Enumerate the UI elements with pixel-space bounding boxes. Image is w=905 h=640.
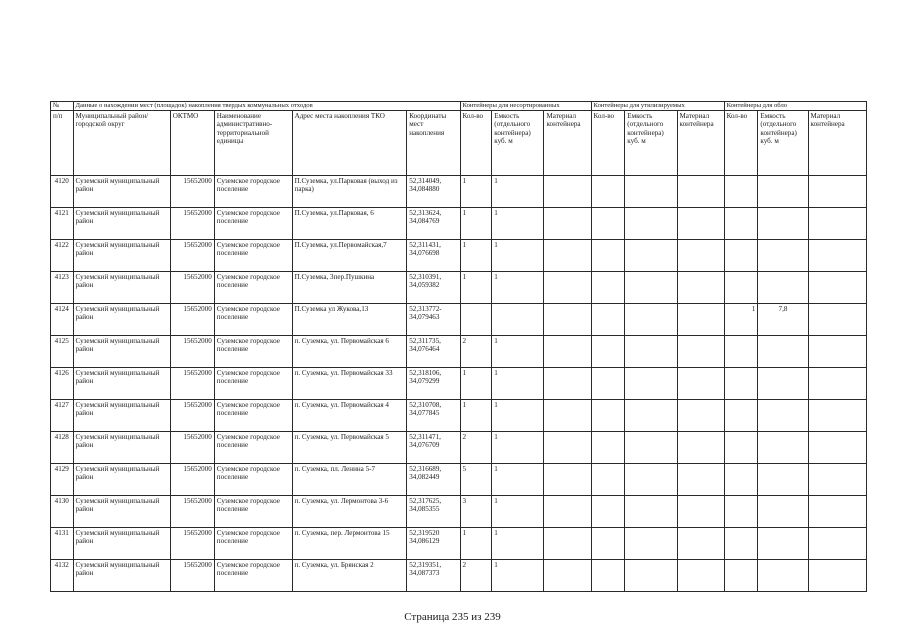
recycle-count-cell xyxy=(591,528,625,560)
admin-unit-cell: Суземское городское поселение xyxy=(214,336,292,368)
recycle-capacity-cell xyxy=(625,240,677,272)
row-number-cell: 4124 xyxy=(51,304,74,336)
recycle-count-cell xyxy=(591,176,625,208)
bulky-material-cell xyxy=(808,304,866,336)
bulky-count-cell xyxy=(724,496,758,528)
unsorted-material-cell xyxy=(544,464,591,496)
coords-cell: 52,313624, 34,084769 xyxy=(407,208,460,240)
unsorted-material-cell xyxy=(544,336,591,368)
bulky-capacity-cell xyxy=(758,496,808,528)
recycle-capacity-cell xyxy=(625,400,677,432)
recycle-count-cell xyxy=(591,304,625,336)
unsorted-capacity-cell: 1 xyxy=(492,528,544,560)
header-coords: Координаты мест накопления xyxy=(407,111,460,176)
oktmo-cell: 15652000 xyxy=(170,464,214,496)
row-number-cell: 4123 xyxy=(51,272,74,304)
bulky-material-cell xyxy=(808,496,866,528)
address-cell: п. Суземка, ул. Брянская 2 xyxy=(292,560,407,592)
bulky-material-cell xyxy=(808,528,866,560)
unsorted-count-cell: 1 xyxy=(460,208,492,240)
oktmo-cell: 15652000 xyxy=(170,560,214,592)
municipality-cell: Суземский муниципальный район xyxy=(73,336,170,368)
municipality-cell: Суземский муниципальный район xyxy=(73,208,170,240)
unsorted-material-cell xyxy=(544,272,591,304)
recycle-count-cell xyxy=(591,272,625,304)
coords-cell: 52,316689, 34,082449 xyxy=(407,464,460,496)
bulky-material-cell xyxy=(808,176,866,208)
table-body xyxy=(51,176,867,592)
recycle-count-cell xyxy=(591,464,625,496)
recycle-material-cell xyxy=(677,528,724,560)
unsorted-material-cell xyxy=(544,208,591,240)
oktmo-cell: 15652000 xyxy=(170,400,214,432)
row-number-cell: 4129 xyxy=(51,464,74,496)
oktmo-cell: 15652000 xyxy=(170,176,214,208)
address-cell: п. Суземка, пл. Ленина 5-7 xyxy=(292,464,407,496)
bulky-count-cell xyxy=(724,272,758,304)
table-row xyxy=(51,272,867,304)
unsorted-material-cell xyxy=(544,528,591,560)
recycle-capacity-cell xyxy=(625,496,677,528)
municipality-cell: Суземский муниципальный район xyxy=(73,560,170,592)
municipality-cell: Суземский муниципальный район xyxy=(73,496,170,528)
header-recycle-capacity: Емкость (отдельного контейнера) куб. м xyxy=(625,111,677,176)
unsorted-capacity-cell: 1 xyxy=(492,176,544,208)
table-row xyxy=(51,240,867,272)
recycle-count-cell xyxy=(591,208,625,240)
recycle-material-cell xyxy=(677,400,724,432)
coords-cell: 52,317625, 34,085355 xyxy=(407,496,460,528)
unsorted-capacity-cell: 1 xyxy=(492,208,544,240)
admin-unit-cell: Суземское городское поселение xyxy=(214,304,292,336)
row-number-cell: 4125 xyxy=(51,336,74,368)
address-cell: п. Суземка, пер. Лермонтова 15 xyxy=(292,528,407,560)
recycle-material-cell xyxy=(677,496,724,528)
bulky-material-cell xyxy=(808,432,866,464)
bulky-capacity-cell xyxy=(758,432,808,464)
unsorted-count-cell: 1 xyxy=(460,400,492,432)
unsorted-material-cell xyxy=(544,432,591,464)
header-unsorted-count: Кол-во xyxy=(460,111,492,176)
coords-cell: 52,319351, 34,087373 xyxy=(407,560,460,592)
table-row xyxy=(51,464,867,496)
recycle-count-cell xyxy=(591,400,625,432)
recycle-material-cell xyxy=(677,304,724,336)
coords-cell: 52,318106, 34,079299 xyxy=(407,368,460,400)
unsorted-capacity-cell: 1 xyxy=(492,368,544,400)
unsorted-count-cell: 3 xyxy=(460,496,492,528)
admin-unit-cell: Суземское городское поселение xyxy=(214,560,292,592)
coords-cell: 52,311471, 34,076709 xyxy=(407,432,460,464)
table-row xyxy=(51,336,867,368)
recycle-material-cell xyxy=(677,176,724,208)
table-row xyxy=(51,400,867,432)
unsorted-count-cell: 1 xyxy=(460,528,492,560)
recycle-count-cell xyxy=(591,560,625,592)
unsorted-count-cell: 1 xyxy=(460,240,492,272)
unsorted-capacity-cell: 1 xyxy=(492,432,544,464)
bulky-material-cell xyxy=(808,240,866,272)
unsorted-capacity-cell xyxy=(492,304,544,336)
header-group-recycle: Контейнеры для утилизируемых xyxy=(591,102,724,111)
bulky-material-cell xyxy=(808,208,866,240)
unsorted-material-cell xyxy=(544,368,591,400)
table-row xyxy=(51,304,867,336)
header-group-row xyxy=(51,102,867,111)
admin-unit-cell: Суземское городское поселение xyxy=(214,368,292,400)
coords-cell: 52,319520 34,086129 xyxy=(407,528,460,560)
admin-unit-cell: Суземское городское поселение xyxy=(214,464,292,496)
unsorted-capacity-cell: 1 xyxy=(492,496,544,528)
recycle-material-cell xyxy=(677,464,724,496)
header-bulky-material: Материал контейнера xyxy=(808,111,866,176)
recycle-count-cell xyxy=(591,336,625,368)
bulky-count-cell xyxy=(724,432,758,464)
header-unsorted-material: Материал контейнера xyxy=(544,111,591,176)
oktmo-cell: 15652000 xyxy=(170,240,214,272)
row-number-cell: 4120 xyxy=(51,176,74,208)
header-recycle-count: Кол-во xyxy=(591,111,625,176)
header-num: № xyxy=(51,102,74,111)
unsorted-material-cell xyxy=(544,400,591,432)
bulky-material-cell xyxy=(808,336,866,368)
address-cell: П.Суземка, ул.Парковая (выход из парка) xyxy=(292,176,407,208)
unsorted-material-cell xyxy=(544,496,591,528)
address-cell: П.Суземка, ул.Парковая, 6 xyxy=(292,208,407,240)
recycle-capacity-cell xyxy=(625,560,677,592)
admin-unit-cell: Суземское городское поселение xyxy=(214,400,292,432)
header-address: Адрес места накопления ТКО xyxy=(292,111,407,176)
row-number-cell: 4131 xyxy=(51,528,74,560)
address-cell: п. Суземка, ул. Первомайская 5 xyxy=(292,432,407,464)
table-row xyxy=(51,432,867,464)
row-number-cell: 4126 xyxy=(51,368,74,400)
coords-cell: 52,314049, 34,084880 xyxy=(407,176,460,208)
recycle-capacity-cell xyxy=(625,464,677,496)
recycle-capacity-cell xyxy=(625,432,677,464)
address-cell: п. Суземка, ул. Первомайская 4 xyxy=(292,400,407,432)
bulky-capacity-cell xyxy=(758,464,808,496)
bulky-count-cell xyxy=(724,240,758,272)
recycle-capacity-cell xyxy=(625,272,677,304)
bulky-count-cell xyxy=(724,560,758,592)
coords-cell: 52,313772- 34,079463 xyxy=(407,304,460,336)
bulky-count-cell xyxy=(724,464,758,496)
recycle-material-cell xyxy=(677,368,724,400)
table-row xyxy=(51,368,867,400)
address-cell: П.Суземка, 3пер.Пушкина xyxy=(292,272,407,304)
oktmo-cell: 15652000 xyxy=(170,272,214,304)
header-pn: п/п xyxy=(51,111,74,176)
unsorted-capacity-cell: 1 xyxy=(492,240,544,272)
coords-cell: 52,311431, 34,076698 xyxy=(407,240,460,272)
bulky-count-cell xyxy=(724,176,758,208)
bulky-count-cell: 1 xyxy=(724,304,758,336)
header-group-main: Данные о нахождении мест (площадок) накопления твердых коммунальных отходов xyxy=(73,102,460,111)
header-bulky-count: Кол-во xyxy=(724,111,758,176)
bulky-material-cell xyxy=(808,400,866,432)
municipality-cell: Суземский муниципальный район xyxy=(73,368,170,400)
bulky-capacity-cell xyxy=(758,336,808,368)
bulky-capacity-cell xyxy=(758,240,808,272)
bulky-count-cell xyxy=(724,528,758,560)
recycle-capacity-cell xyxy=(625,336,677,368)
oktmo-cell: 15652000 xyxy=(170,528,214,560)
header-column-row xyxy=(51,111,867,176)
recycle-material-cell xyxy=(677,432,724,464)
admin-unit-cell: Суземское городское поселение xyxy=(214,272,292,304)
header-admin-unit: Наименование административно-территориальной единицы xyxy=(214,111,292,176)
table-row xyxy=(51,528,867,560)
page-footer: Страница 235 из 239 xyxy=(404,611,501,623)
admin-unit-cell: Суземское городское поселение xyxy=(214,240,292,272)
table-row xyxy=(51,560,867,592)
unsorted-capacity-cell: 1 xyxy=(492,272,544,304)
recycle-capacity-cell xyxy=(625,528,677,560)
admin-unit-cell: Суземское городское поселение xyxy=(214,528,292,560)
bulky-count-cell xyxy=(724,368,758,400)
oktmo-cell: 15652000 xyxy=(170,368,214,400)
bulky-material-cell xyxy=(808,464,866,496)
municipality-cell: Суземский муниципальный район xyxy=(73,272,170,304)
oktmo-cell: 15652000 xyxy=(170,432,214,464)
recycle-material-cell xyxy=(677,272,724,304)
unsorted-capacity-cell: 1 xyxy=(492,464,544,496)
admin-unit-cell: Суземское городское поселение xyxy=(214,432,292,464)
oktmo-cell: 15652000 xyxy=(170,208,214,240)
municipality-cell: Суземский муниципальный район xyxy=(73,400,170,432)
address-cell: П.Суземка, ул.Первомайская,7 xyxy=(292,240,407,272)
bulky-material-cell xyxy=(808,272,866,304)
unsorted-count-cell: 2 xyxy=(460,432,492,464)
bulky-capacity-cell xyxy=(758,176,808,208)
unsorted-count-cell: 1 xyxy=(460,176,492,208)
header-municipality: Муниципальный район/городской округ xyxy=(73,111,170,176)
recycle-count-cell xyxy=(591,496,625,528)
recycle-capacity-cell xyxy=(625,304,677,336)
bulky-count-cell xyxy=(724,400,758,432)
waste-sites-table xyxy=(50,101,867,592)
unsorted-material-cell xyxy=(544,240,591,272)
recycle-count-cell xyxy=(591,368,625,400)
bulky-capacity-cell xyxy=(758,368,808,400)
admin-unit-cell: Суземское городское поселение xyxy=(214,176,292,208)
header-bulky-capacity: Емкость (отдельного контейнера) куб. м xyxy=(758,111,808,176)
municipality-cell: Суземский муниципальный район xyxy=(73,432,170,464)
row-number-cell: 4128 xyxy=(51,432,74,464)
unsorted-count-cell: 2 xyxy=(460,336,492,368)
recycle-count-cell xyxy=(591,432,625,464)
bulky-count-cell xyxy=(724,208,758,240)
address-cell: п. Суземка, ул. Первомайская 6 xyxy=(292,336,407,368)
recycle-capacity-cell xyxy=(625,368,677,400)
bulky-capacity-cell xyxy=(758,528,808,560)
oktmo-cell: 15652000 xyxy=(170,336,214,368)
bulky-capacity-cell: 7,8 xyxy=(758,304,808,336)
table-row xyxy=(51,176,867,208)
municipality-cell: Суземский муниципальный район xyxy=(73,176,170,208)
row-number-cell: 4122 xyxy=(51,240,74,272)
oktmo-cell: 15652000 xyxy=(170,304,214,336)
municipality-cell: Суземский муниципальный район xyxy=(73,528,170,560)
address-cell: п. Суземка, ул. Лермонтова 3-6 xyxy=(292,496,407,528)
unsorted-material-cell xyxy=(544,560,591,592)
recycle-material-cell xyxy=(677,560,724,592)
municipality-cell: Суземский муниципальный район xyxy=(73,240,170,272)
table-row xyxy=(51,496,867,528)
address-cell: П.Суземка ул Жукова,13 xyxy=(292,304,407,336)
unsorted-count-cell: 1 xyxy=(460,368,492,400)
bulky-material-cell xyxy=(808,368,866,400)
unsorted-capacity-cell: 1 xyxy=(492,400,544,432)
unsorted-material-cell xyxy=(544,304,591,336)
recycle-material-cell xyxy=(677,240,724,272)
table-row xyxy=(51,208,867,240)
recycle-material-cell xyxy=(677,208,724,240)
unsorted-capacity-cell: 1 xyxy=(492,560,544,592)
header-oktmo: ОКТМО xyxy=(170,111,214,176)
header-unsorted-capacity: Емкость (отдельного контейнера) куб. м xyxy=(492,111,544,176)
address-cell: п. Суземка, ул. Первомайская 33 xyxy=(292,368,407,400)
bulky-capacity-cell xyxy=(758,560,808,592)
recycle-capacity-cell xyxy=(625,208,677,240)
row-number-cell: 4127 xyxy=(51,400,74,432)
unsorted-count-cell: 1 xyxy=(460,272,492,304)
bulky-capacity-cell xyxy=(758,272,808,304)
bulky-material-cell xyxy=(808,560,866,592)
coords-cell: 52,310708, 34,077845 xyxy=(407,400,460,432)
municipality-cell: Суземский муниципальный район xyxy=(73,304,170,336)
admin-unit-cell: Суземское городское поселение xyxy=(214,208,292,240)
bulky-capacity-cell xyxy=(758,400,808,432)
coords-cell: 52,311735, 34,076464 xyxy=(407,336,460,368)
coords-cell: 52,310391, 34,059382 xyxy=(407,272,460,304)
unsorted-count-cell xyxy=(460,304,492,336)
unsorted-material-cell xyxy=(544,176,591,208)
header-group-bulky: Контейнеры для обло xyxy=(724,102,866,111)
oktmo-cell: 15652000 xyxy=(170,496,214,528)
row-number-cell: 4130 xyxy=(51,496,74,528)
row-number-cell: 4132 xyxy=(51,560,74,592)
municipality-cell: Суземский муниципальный район xyxy=(73,464,170,496)
unsorted-count-cell: 5 xyxy=(460,464,492,496)
admin-unit-cell: Суземское городское поселение xyxy=(214,496,292,528)
header-recycle-material: Материал контейнера xyxy=(677,111,724,176)
header-group-unsorted: Контейнеры для несортированных xyxy=(460,102,591,111)
bulky-capacity-cell xyxy=(758,208,808,240)
row-number-cell: 4121 xyxy=(51,208,74,240)
recycle-count-cell xyxy=(591,240,625,272)
bulky-count-cell xyxy=(724,336,758,368)
unsorted-count-cell: 2 xyxy=(460,560,492,592)
recycle-material-cell xyxy=(677,336,724,368)
recycle-capacity-cell xyxy=(625,176,677,208)
unsorted-capacity-cell: 1 xyxy=(492,336,544,368)
